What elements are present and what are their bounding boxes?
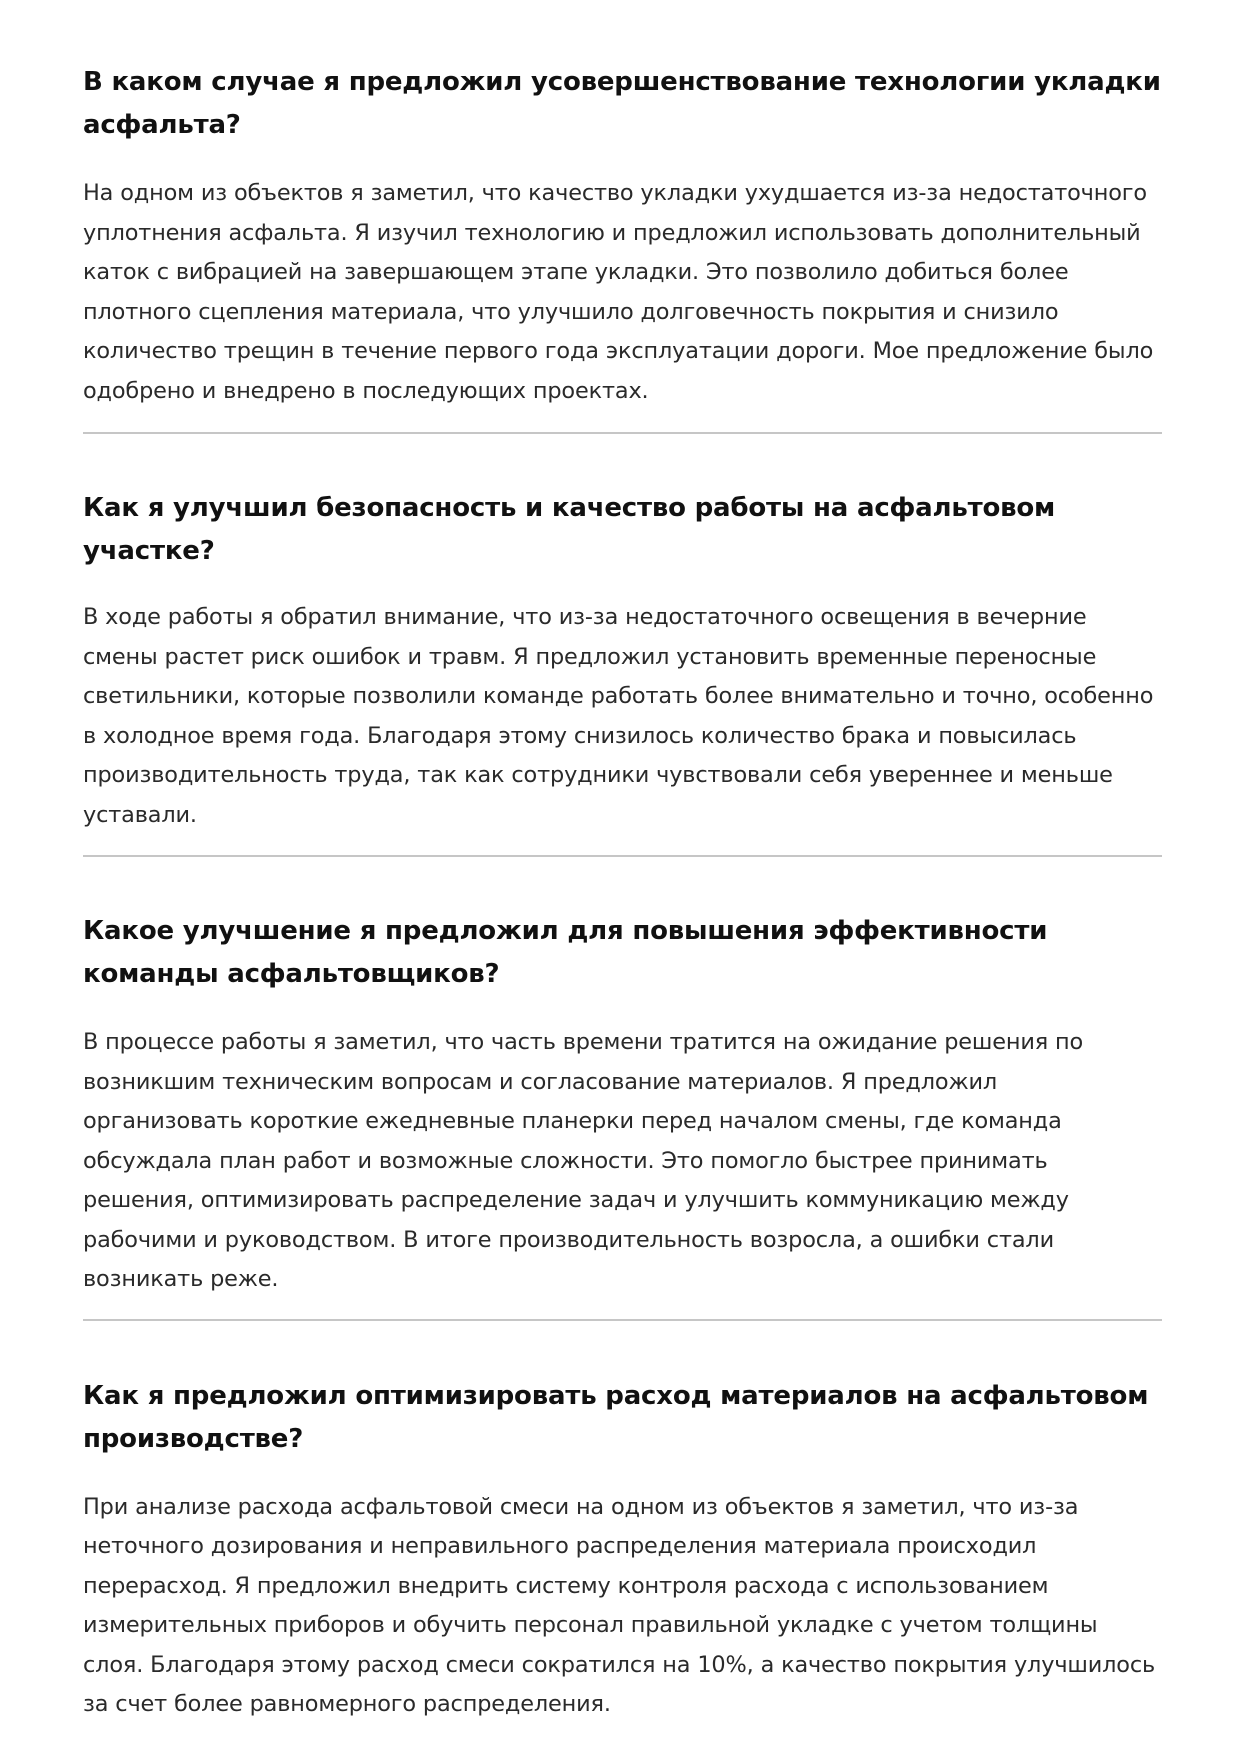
answer-paragraph: При анализе расхода асфальтовой смеси на одном из объектов я заметил, что из-за неточного дозирования и неправильного распределения материала происходил перерасход. Я предложил внедрить систему контроля расхода с использованием измерительных приборов и обучить персонал правильной укладке с учетом толщины слоя. Благодаря этому расход смеси сократился на 10%, а качество покрытия улучшилось за счет более равномерного распределения. xyxy=(83,1493,1156,1717)
question-heading: Какое улучшение я предложил для повышения эффективности команды асфальтовщиков? xyxy=(83,916,1048,989)
qa-section xyxy=(83,1375,1162,1725)
question-heading: Как я предложил оптимизировать расход материалов на асфальтовом производстве? xyxy=(83,1380,1149,1454)
section-divider xyxy=(83,855,1162,857)
qa-section xyxy=(83,487,1162,835)
section-divider xyxy=(83,432,1162,434)
question-heading: В каком случае я предложил усовершенствование технологии укладки асфальта? xyxy=(83,67,1161,140)
qa-section xyxy=(83,910,1162,1300)
answer-paragraph: В процессе работы я заметил, что часть времени тратится на ожидание решения по возникшим техническим вопросам и согласование материалов. Я предложил организовать короткие ежедневные планерки перед началом смены, где команда обсуждала план работ и возможные сложности. Это помогло быстрее принимать решения, оптимизировать распределение задач и улучшить коммуникацию между рабочими и руководством. В итоге производительность возросла, а ошибки стали возникать реже. xyxy=(83,1029,1084,1292)
document-page xyxy=(83,61,1162,1725)
section-divider xyxy=(83,1319,1162,1321)
answer-paragraph: На одном из объектов я заметил, что качество укладки ухудшается из-за недостаточного уплотнения асфальта. Я изучил технологию и предложил использовать дополнительный каток с вибрацией на завершающем этапе укладки. Это позволило добиться более плотного сцепления материала, что улучшило долговечность покрытия и снизило количество трещин в течение первого года эксплуатации дороги. Мое предложение было одобрено и внедрено в последующих проектах. xyxy=(83,180,1154,404)
qa-section xyxy=(83,61,1162,411)
answer-paragraph: В ходе работы я обратил внимание, что из-за недостаточного освещения в вечерние смены растет риск ошибок и травм. Я предложил установить временные переносные светильники, которые позволили команде работать более внимательно и точно, особенно в холодное время года. Благодаря этому снизилось количество брака и повысилась производительность труда, так как сотрудники чувствовали себя увереннее и меньше уставали. xyxy=(83,604,1154,828)
question-heading: Как я улучшил безопасность и качество работы на асфальтовом участке? xyxy=(83,493,1056,566)
